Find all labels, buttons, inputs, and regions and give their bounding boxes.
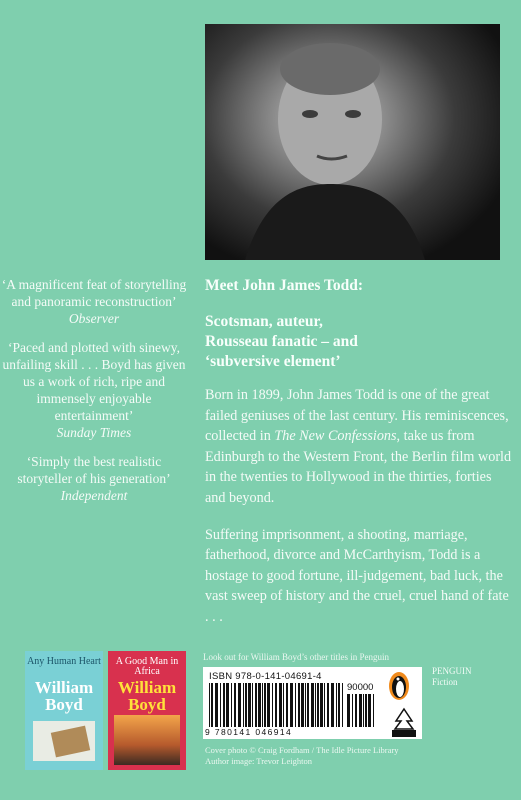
quote-source: Observer (68, 311, 120, 326)
review-quotes (0, 276, 188, 516)
barcode-stripe (275, 683, 277, 727)
barcode-stripe (327, 683, 329, 727)
cover-title: A Good Man in Africa (115, 656, 179, 677)
cover-illustration (33, 721, 95, 761)
barcode-stripe (359, 694, 362, 727)
barcode-stripe (238, 683, 241, 727)
barcode-stripe (220, 683, 221, 727)
author-photo (205, 24, 500, 260)
quote-source: Independent (60, 488, 128, 503)
isbn-label: ISBN 978-0-141-04691-4 (209, 671, 322, 682)
cover-title: Any Human Heart (27, 656, 101, 667)
barcode-stripe (307, 683, 309, 727)
quote-text: ‘A magnificent feat of storytelling and panoramic reconstruction’ (1, 277, 187, 309)
barcode-stripe (215, 683, 218, 727)
barcode-stripe (352, 694, 353, 727)
barcode-stripe (365, 694, 367, 727)
paragraph-text: , take us from Edinburgh to the Western Front, the Berlin film world in the twenties to Hollywood in the thirties, forties and beyond. (205, 428, 512, 506)
book-cover-any-human-heart (25, 651, 103, 770)
cover-illustration (114, 715, 180, 765)
barcode-stripe (336, 683, 337, 727)
paragraph-text: Born in 1899, John James Todd is one of the great failed geniuses of the last century. His reminiscences, collected in (205, 387, 509, 445)
barcode-stripe (301, 683, 304, 727)
blurb-tagline (205, 312, 505, 372)
other-titles-note: Look out for William Boyd’s other titles in Penguin (203, 652, 389, 662)
barcode-stripe (295, 683, 296, 727)
barcode-stripe (234, 683, 236, 727)
barcode-stripe (338, 683, 340, 727)
blurb-headline: Meet John James Todd: (205, 277, 364, 294)
quote-text: ‘Paced and plotted with sinewy, unfailing skill . . . Boyd has given us a work of rich, ripe and immensely enjoyable entertainment’ (2, 340, 186, 423)
review-quote (0, 453, 188, 504)
barcode-addon (347, 694, 375, 727)
barcode-stripe (279, 683, 282, 727)
barcode-stripe (209, 683, 210, 727)
price-code: 90000 (347, 682, 374, 693)
tagline-line: Scotsman, auteur, (205, 313, 323, 330)
barcode-stripe (226, 683, 229, 727)
quote-source: Sunday Times (56, 425, 132, 440)
blurb-paragraph (205, 385, 515, 509)
barcode-stripe (264, 683, 266, 727)
barcode-stripe (331, 683, 334, 727)
barcode-stripe (211, 683, 213, 727)
barcode-stripe (262, 683, 263, 727)
blurb-body (205, 385, 515, 644)
tagline-line: Rousseau fanatic – and (205, 333, 358, 350)
barcode-stripe (320, 683, 323, 727)
blurb-paragraph: Suffering imprisonment, a shooting, marriage, fatherhood, divorce and McCarthyism, Todd is a hostage to good fortune, ill-judgement, bad luck, the vast sweep of history and the cruel, cruel hand of fate . . . (205, 526, 509, 625)
barcode-stripe (311, 683, 314, 727)
review-quote (0, 339, 188, 441)
quote-text: ‘Simply the best realistic storyteller of his generation’ (17, 454, 171, 486)
barcode-stripe (255, 683, 257, 727)
barcode-main (209, 683, 343, 727)
credit-line: Cover photo © Craig Fordham / The Idle Picture Library (205, 745, 399, 755)
barcode-stripe (252, 683, 253, 727)
fsc-tree-icon (392, 707, 416, 737)
book-cover-good-man-in-africa (108, 651, 186, 770)
cover-author: William Boyd (34, 678, 94, 714)
barcode-stripe (298, 683, 300, 727)
cover-author: William Boyd (117, 678, 177, 714)
barcode-stripe (355, 694, 357, 727)
barcode-stripe (315, 683, 316, 727)
publisher-name: PENGUIN (432, 666, 472, 676)
barcode-panel (203, 667, 422, 739)
photo-credits (205, 745, 399, 766)
author-portrait (205, 24, 500, 260)
book-title-italic: The New Confessions (274, 428, 397, 445)
barcode-stripe (283, 683, 284, 727)
barcode-stripe (243, 683, 244, 727)
barcode-stripe (317, 683, 319, 727)
barcode-stripe (248, 683, 251, 727)
barcode-digits: 9 780141 046914 (205, 727, 293, 737)
barcode-stripe (286, 683, 288, 727)
barcode-stripe (290, 683, 293, 727)
barcode-stripe (231, 683, 232, 727)
barcode-stripe (324, 683, 325, 727)
barcode-stripe (368, 694, 371, 727)
barcode-stripe (267, 683, 270, 727)
penguin-logo-icon (388, 671, 410, 701)
barcode-stripe (305, 683, 306, 727)
barcode-stripe (347, 694, 350, 727)
barcode-stripe (363, 694, 364, 727)
category-label: Fiction (432, 677, 458, 687)
imprint (432, 666, 472, 688)
barcode-stripe (373, 694, 374, 727)
review-quote (0, 276, 188, 327)
tagline-line: ‘subversive element’ (205, 353, 341, 370)
barcode-stripe (272, 683, 273, 727)
barcode-stripe (258, 683, 261, 727)
barcode-stripe (342, 683, 343, 727)
credit-line: Author image: Trevor Leighton (205, 755, 312, 766)
barcode-stripe (245, 683, 247, 727)
barcode-stripe (223, 683, 225, 727)
